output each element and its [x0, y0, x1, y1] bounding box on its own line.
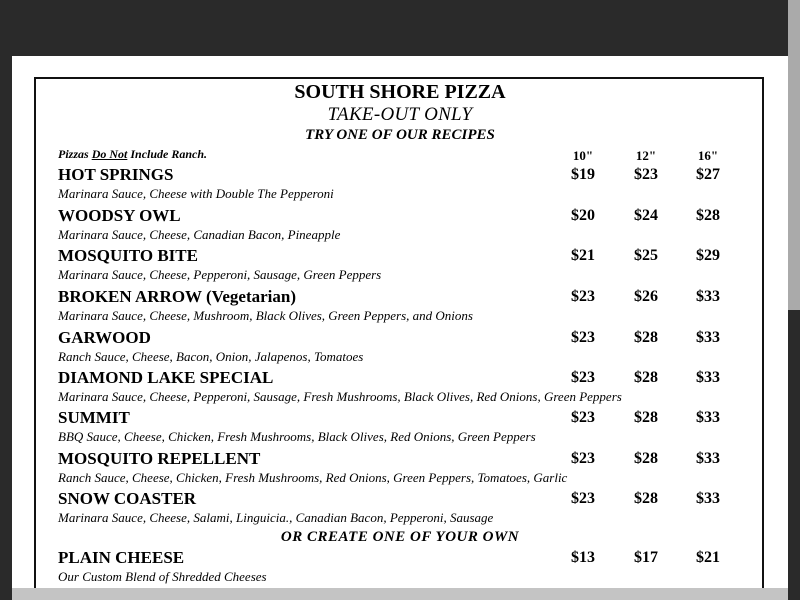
price-12: $28: [634, 409, 658, 426]
size-header-10: 10": [572, 148, 594, 163]
note-emphasis: Do Not: [91, 147, 128, 161]
item-description: Marinara Sauce, Cheese, Canadian Bacon, Pineapple: [58, 227, 341, 242]
item-name: BROKEN ARROW (Vegetarian): [58, 287, 296, 306]
price-10: $23: [571, 288, 595, 305]
price-12: $28: [634, 369, 658, 386]
price-16: $33: [696, 409, 720, 426]
ranch-note: [58, 147, 207, 162]
price-12: $28: [634, 450, 658, 467]
item-name: SNOW COASTER: [58, 489, 197, 508]
menu-subtitle: TAKE-OUT ONLY: [327, 104, 473, 125]
price-12: $25: [634, 247, 658, 264]
price-10: $23: [571, 369, 595, 386]
bottom-scroll-edge: [12, 588, 788, 600]
price-16: $29: [696, 247, 720, 264]
menu-tagline: TRY ONE OF OUR RECIPES: [305, 127, 495, 143]
item-name: MOSQUITO REPELLENT: [58, 449, 261, 468]
price-12: $24: [634, 207, 658, 224]
price-16: $33: [696, 329, 720, 346]
restaurant-title: SOUTH SHORE PIZZA: [294, 81, 506, 103]
item-name: SUMMIT: [58, 408, 130, 427]
price-10: $23: [571, 329, 595, 346]
item-name: HOT SPRINGS: [58, 165, 174, 184]
price-10: $21: [571, 247, 595, 264]
item-description: Marinara Sauce, Cheese, Mushroom, Black Olives, Green Peppers, and Onions: [58, 308, 473, 323]
item-description: BBQ Sauce, Cheese, Chicken, Fresh Mushrooms, Black Olives, Red Onions, Green Peppers: [58, 429, 536, 444]
price-12: $17: [634, 549, 658, 566]
price-16: $33: [696, 288, 720, 305]
price-10: $19: [571, 166, 595, 183]
item-description: Marinara Sauce, Cheese, Pepperoni, Sausage, Green Peppers: [58, 267, 382, 282]
item-description: Our Custom Blend of Shredded Cheeses: [58, 569, 267, 584]
price-12: $28: [634, 329, 658, 346]
price-12: $23: [634, 166, 658, 183]
item-name: PLAIN CHEESE: [58, 548, 185, 567]
item-description: Marinara Sauce, Cheese, Salami, Linguicia., Canadian Bacon, Pepperoni, Sausage: [58, 510, 494, 525]
price-10: $13: [571, 549, 595, 566]
price-10: $20: [571, 207, 595, 224]
price-16: $28: [696, 207, 720, 224]
price-12: $26: [634, 288, 658, 305]
note-suffix: Include Ranch.: [130, 147, 208, 161]
item-description: Ranch Sauce, Cheese, Chicken, Fresh Mushrooms, Red Onions, Green Peppers, Tomatoes, Garlic: [58, 470, 568, 485]
price-16: $33: [696, 490, 720, 507]
item-description: Marinara Sauce, Cheese, Pepperoni, Sausage, Fresh Mushrooms, Black Olives, Red Onions, Green Peppers: [58, 389, 622, 404]
item-name: MOSQUITO BITE: [58, 246, 198, 265]
price-16: $33: [696, 369, 720, 386]
item-description: Marinara Sauce, Cheese with Double The Pepperoni: [58, 186, 334, 201]
price-12: $28: [634, 490, 658, 507]
price-10: $23: [571, 450, 595, 467]
size-header-16: 16": [697, 148, 719, 163]
size-header-12: 12": [635, 148, 657, 163]
price-10: $23: [571, 409, 595, 426]
item-name: GARWOOD: [58, 328, 151, 347]
menu-document: [12, 56, 788, 592]
price-16: $21: [696, 549, 720, 566]
item-name: WOODSY OWL: [58, 206, 181, 225]
create-your-own-heading: OR CREATE ONE OF YOUR OWN: [280, 529, 520, 545]
item-name: DIAMOND LAKE SPECIAL: [58, 368, 274, 387]
item-description: Ranch Sauce, Cheese, Bacon, Onion, Jalapenos, Tomatoes: [58, 349, 364, 364]
price-16: $27: [696, 166, 720, 183]
price-10: $23: [571, 490, 595, 507]
note-prefix: Pizzas: [58, 147, 89, 161]
price-16: $33: [696, 450, 720, 467]
window-edge: [788, 0, 800, 310]
